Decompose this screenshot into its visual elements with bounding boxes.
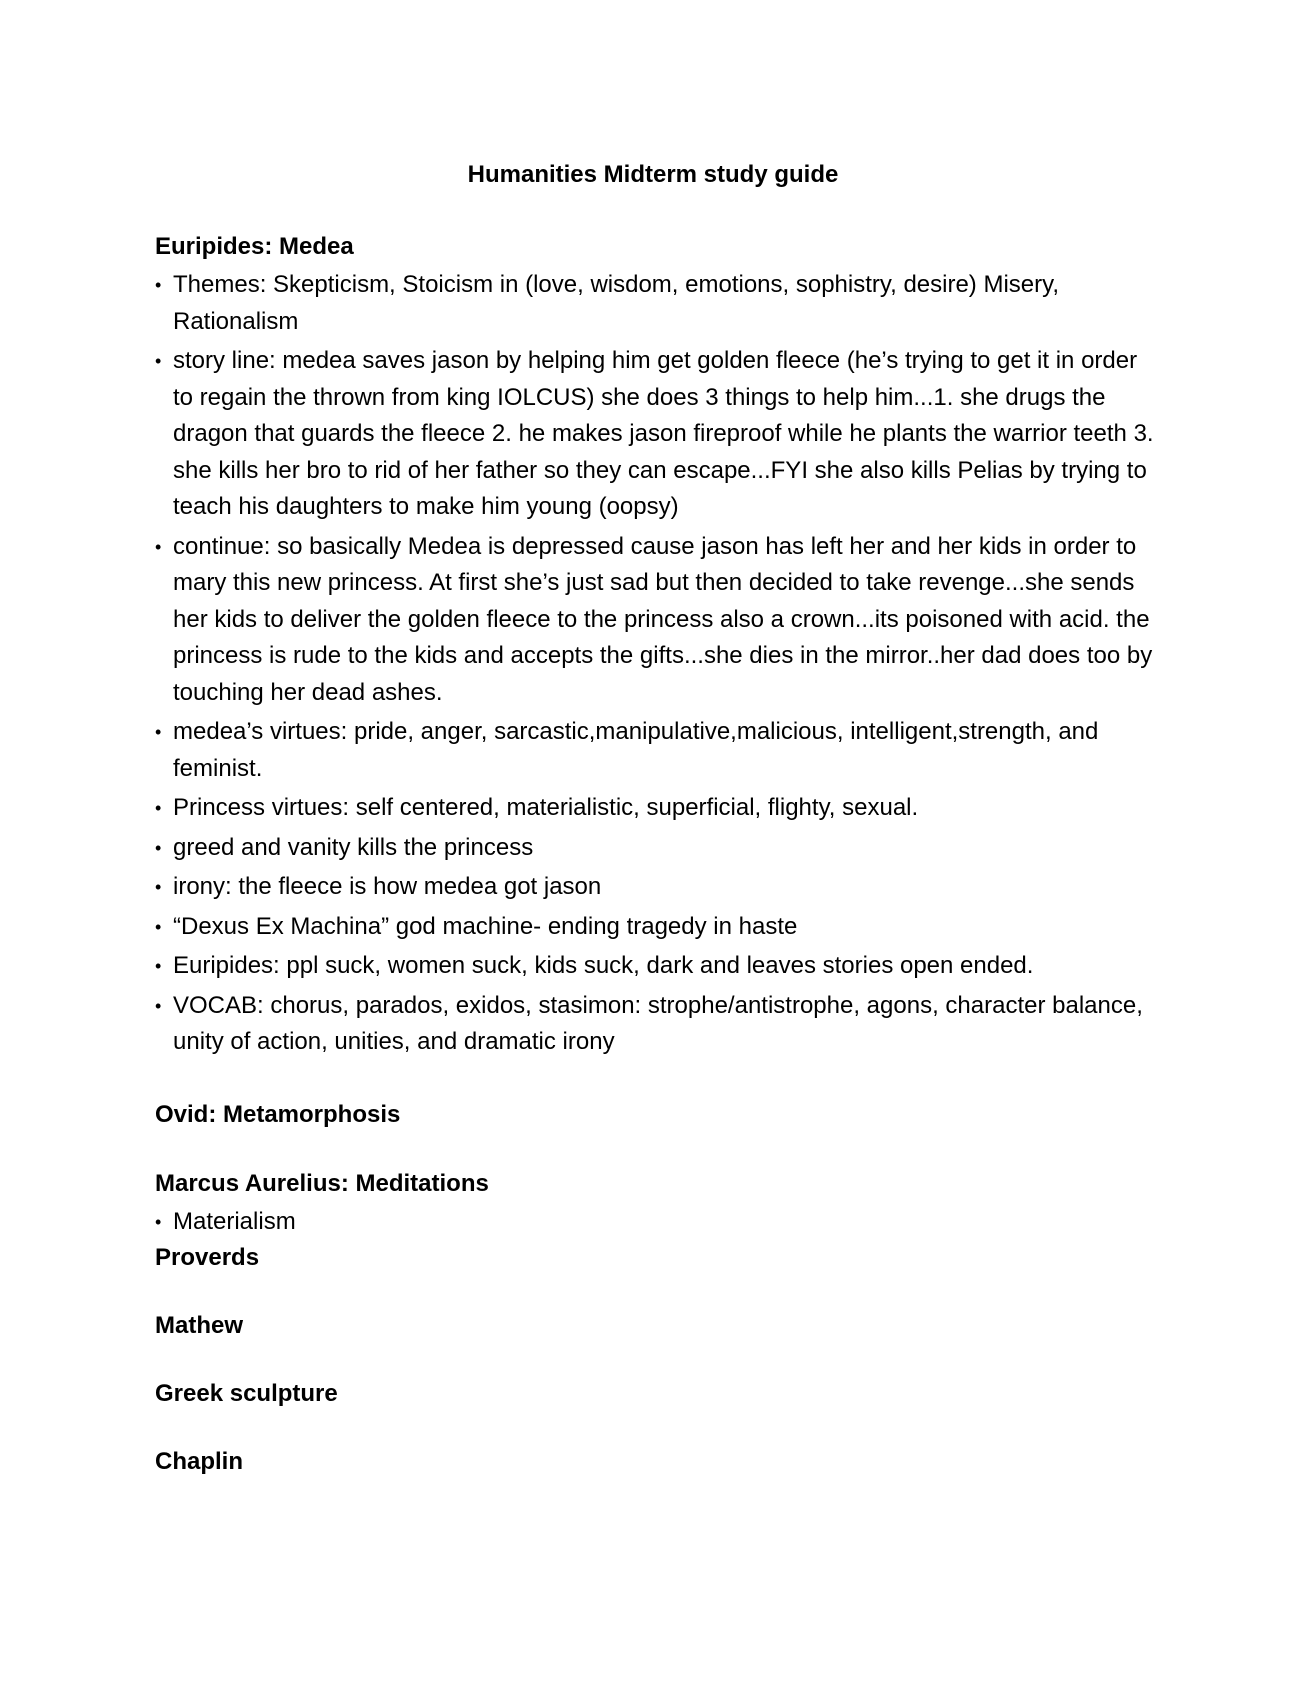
bullet-list (155, 1204, 1155, 1241)
section-medea (155, 232, 1155, 1061)
bullet-item: • “Dexus Ex Machina” god machine- ending tragedy in haste (155, 909, 1155, 946)
document-body (155, 232, 1155, 1477)
bullet-item: • Themes: Skepticism, Stoicism in (love, wisdom, emotions, sophistry, desire) Misery, Rationalism (155, 267, 1155, 340)
section-chaplin (155, 1447, 1155, 1477)
bullet-item: • Euripides: ppl suck, women suck, kids suck, dark and leaves stories open ended. (155, 948, 1155, 985)
bullet-list (155, 267, 1155, 1061)
bullet-item: • medea’s virtues: pride, anger, sarcastic,manipulative,malicious, intelligent,strength, and feminist. (155, 714, 1155, 787)
section-heading: Proverds (155, 1244, 260, 1271)
bullet-item: • story line: medea saves jason by helping him get golden fleece (he’s trying to get it in order to regain the thrown from king IOLCUS) she does 3 things to help him...1. she drugs the dragon that guards the fleece 2. he makes jason fireproof while he plants the warrior teeth 3. she kills her bro to rid of her father so they can escape...FYI she also kills Pelias by trying to teach his daughters to make him young (oopsy) (155, 343, 1155, 526)
section-heading: Euripides: Medea (155, 233, 354, 260)
section-proverds (155, 1243, 1155, 1273)
section-heading: Ovid: Metamorphosis (155, 1100, 401, 1128)
bullet-item: • continue: so basically Medea is depressed cause jason has left her and her kids in order to mary this new princess. At first she’s just sad but then decided to take revenge...she sends her kids to deliver the golden fleece to the princess also a crown...its poisoned with acid. the princess is rude to the kids and accepts the gifts...she dies in the mirror..her dad does too by touching her dead ashes. (155, 529, 1155, 712)
bullet-item: • Princess virtues: self centered, materialistic, superficial, flighty, sexual. (155, 790, 1155, 827)
bullet-item: • VOCAB: chorus, parados, exidos, stasimon: strophe/antistrophe, agons, character balance, unity of action, unities, and dramatic irony (155, 988, 1155, 1061)
section-heading: Greek sculpture (155, 1380, 338, 1407)
document-title: Humanities Midterm study guide (467, 161, 839, 188)
section-heading: Marcus Aurelius: Meditations (155, 1169, 489, 1197)
section-heading: Chaplin (155, 1448, 243, 1475)
section-ovid (155, 1100, 1155, 1130)
section-marcus-aurelius (155, 1169, 1155, 1241)
bullet-item: • greed and vanity kills the princess (155, 830, 1155, 867)
bullet-item: • Materialism (155, 1204, 1155, 1241)
section-mathew (155, 1311, 1155, 1341)
section-greek-sculpture (155, 1379, 1155, 1409)
section-heading: Mathew (155, 1312, 244, 1339)
bullet-item: • irony: the fleece is how medea got jason (155, 869, 1155, 906)
